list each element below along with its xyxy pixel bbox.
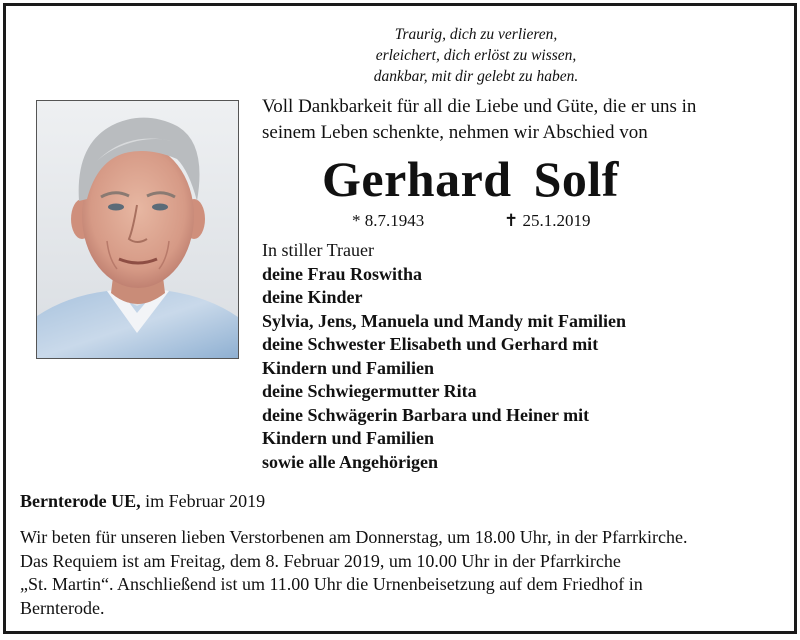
mourner-line: Kindern und Familien	[262, 428, 435, 448]
mourners-heading: In stiller Trauer	[262, 240, 374, 260]
service-line: Das Requiem ist am Freitag, dem 8. Februar 2019, um 10.00 Uhr in der Pfarrkirche	[20, 550, 621, 571]
mourner-line: sowie alle Angehörigen	[262, 451, 438, 472]
service-line: Wir beten für unseren lieben Verstorbenen am Donnerstag, um 18.00 Uhr, in der Pfarrkirche.	[20, 527, 688, 547]
first-name: Gerhard	[322, 151, 512, 207]
poem	[256, 24, 696, 87]
mourner-line: Kindern und Familien	[262, 357, 435, 378]
intro-line: seinem Leben schenkte, nehmen wir Abschied von	[262, 122, 648, 143]
portrait-photo	[36, 100, 239, 359]
birth-date: * 8.7.1943	[352, 211, 425, 230]
service-line: Bernterode.	[20, 597, 105, 618]
intro-text	[262, 94, 782, 146]
mourners-list	[262, 239, 782, 474]
mourner-line: deine Schwester Elisabeth und Gerhard mit	[262, 334, 599, 354]
service-info	[20, 526, 790, 620]
mourner-line: Sylvia, Jens, Manuela und Mandy mit Familien	[262, 310, 627, 331]
mourner-line: deine Frau Roswitha	[262, 263, 423, 284]
death-date: ✝ 25.1.2019	[504, 211, 591, 230]
poem-line: Traurig, dich zu verlieren,	[394, 26, 558, 43]
intro-line: Voll Dankbarkeit für all die Liebe und Güte, die er uns in	[262, 96, 697, 117]
poem-line: dankbar, mit dir gelebt zu haben.	[373, 68, 579, 85]
last-name: Solf	[533, 151, 619, 207]
mourner-line: deine Kinder	[262, 287, 363, 307]
place-date: im Februar 2019	[140, 491, 266, 511]
poem-line: erleichert, dich erlöst zu wissen,	[375, 47, 577, 64]
place-location: Bernterode UE,	[20, 491, 141, 511]
service-line: „St. Martin“. Anschließend ist um 11.00 Uhr die Urnenbeisetzung auf dem Friedhof in	[20, 574, 643, 594]
mourner-line: deine Schwiegermutter Rita	[262, 381, 477, 401]
deceased-name	[322, 148, 619, 210]
place-and-date	[20, 489, 265, 513]
mourner-line: deine Schwägerin Barbara und Heiner mit	[262, 404, 590, 425]
obituary-notice	[3, 3, 797, 634]
